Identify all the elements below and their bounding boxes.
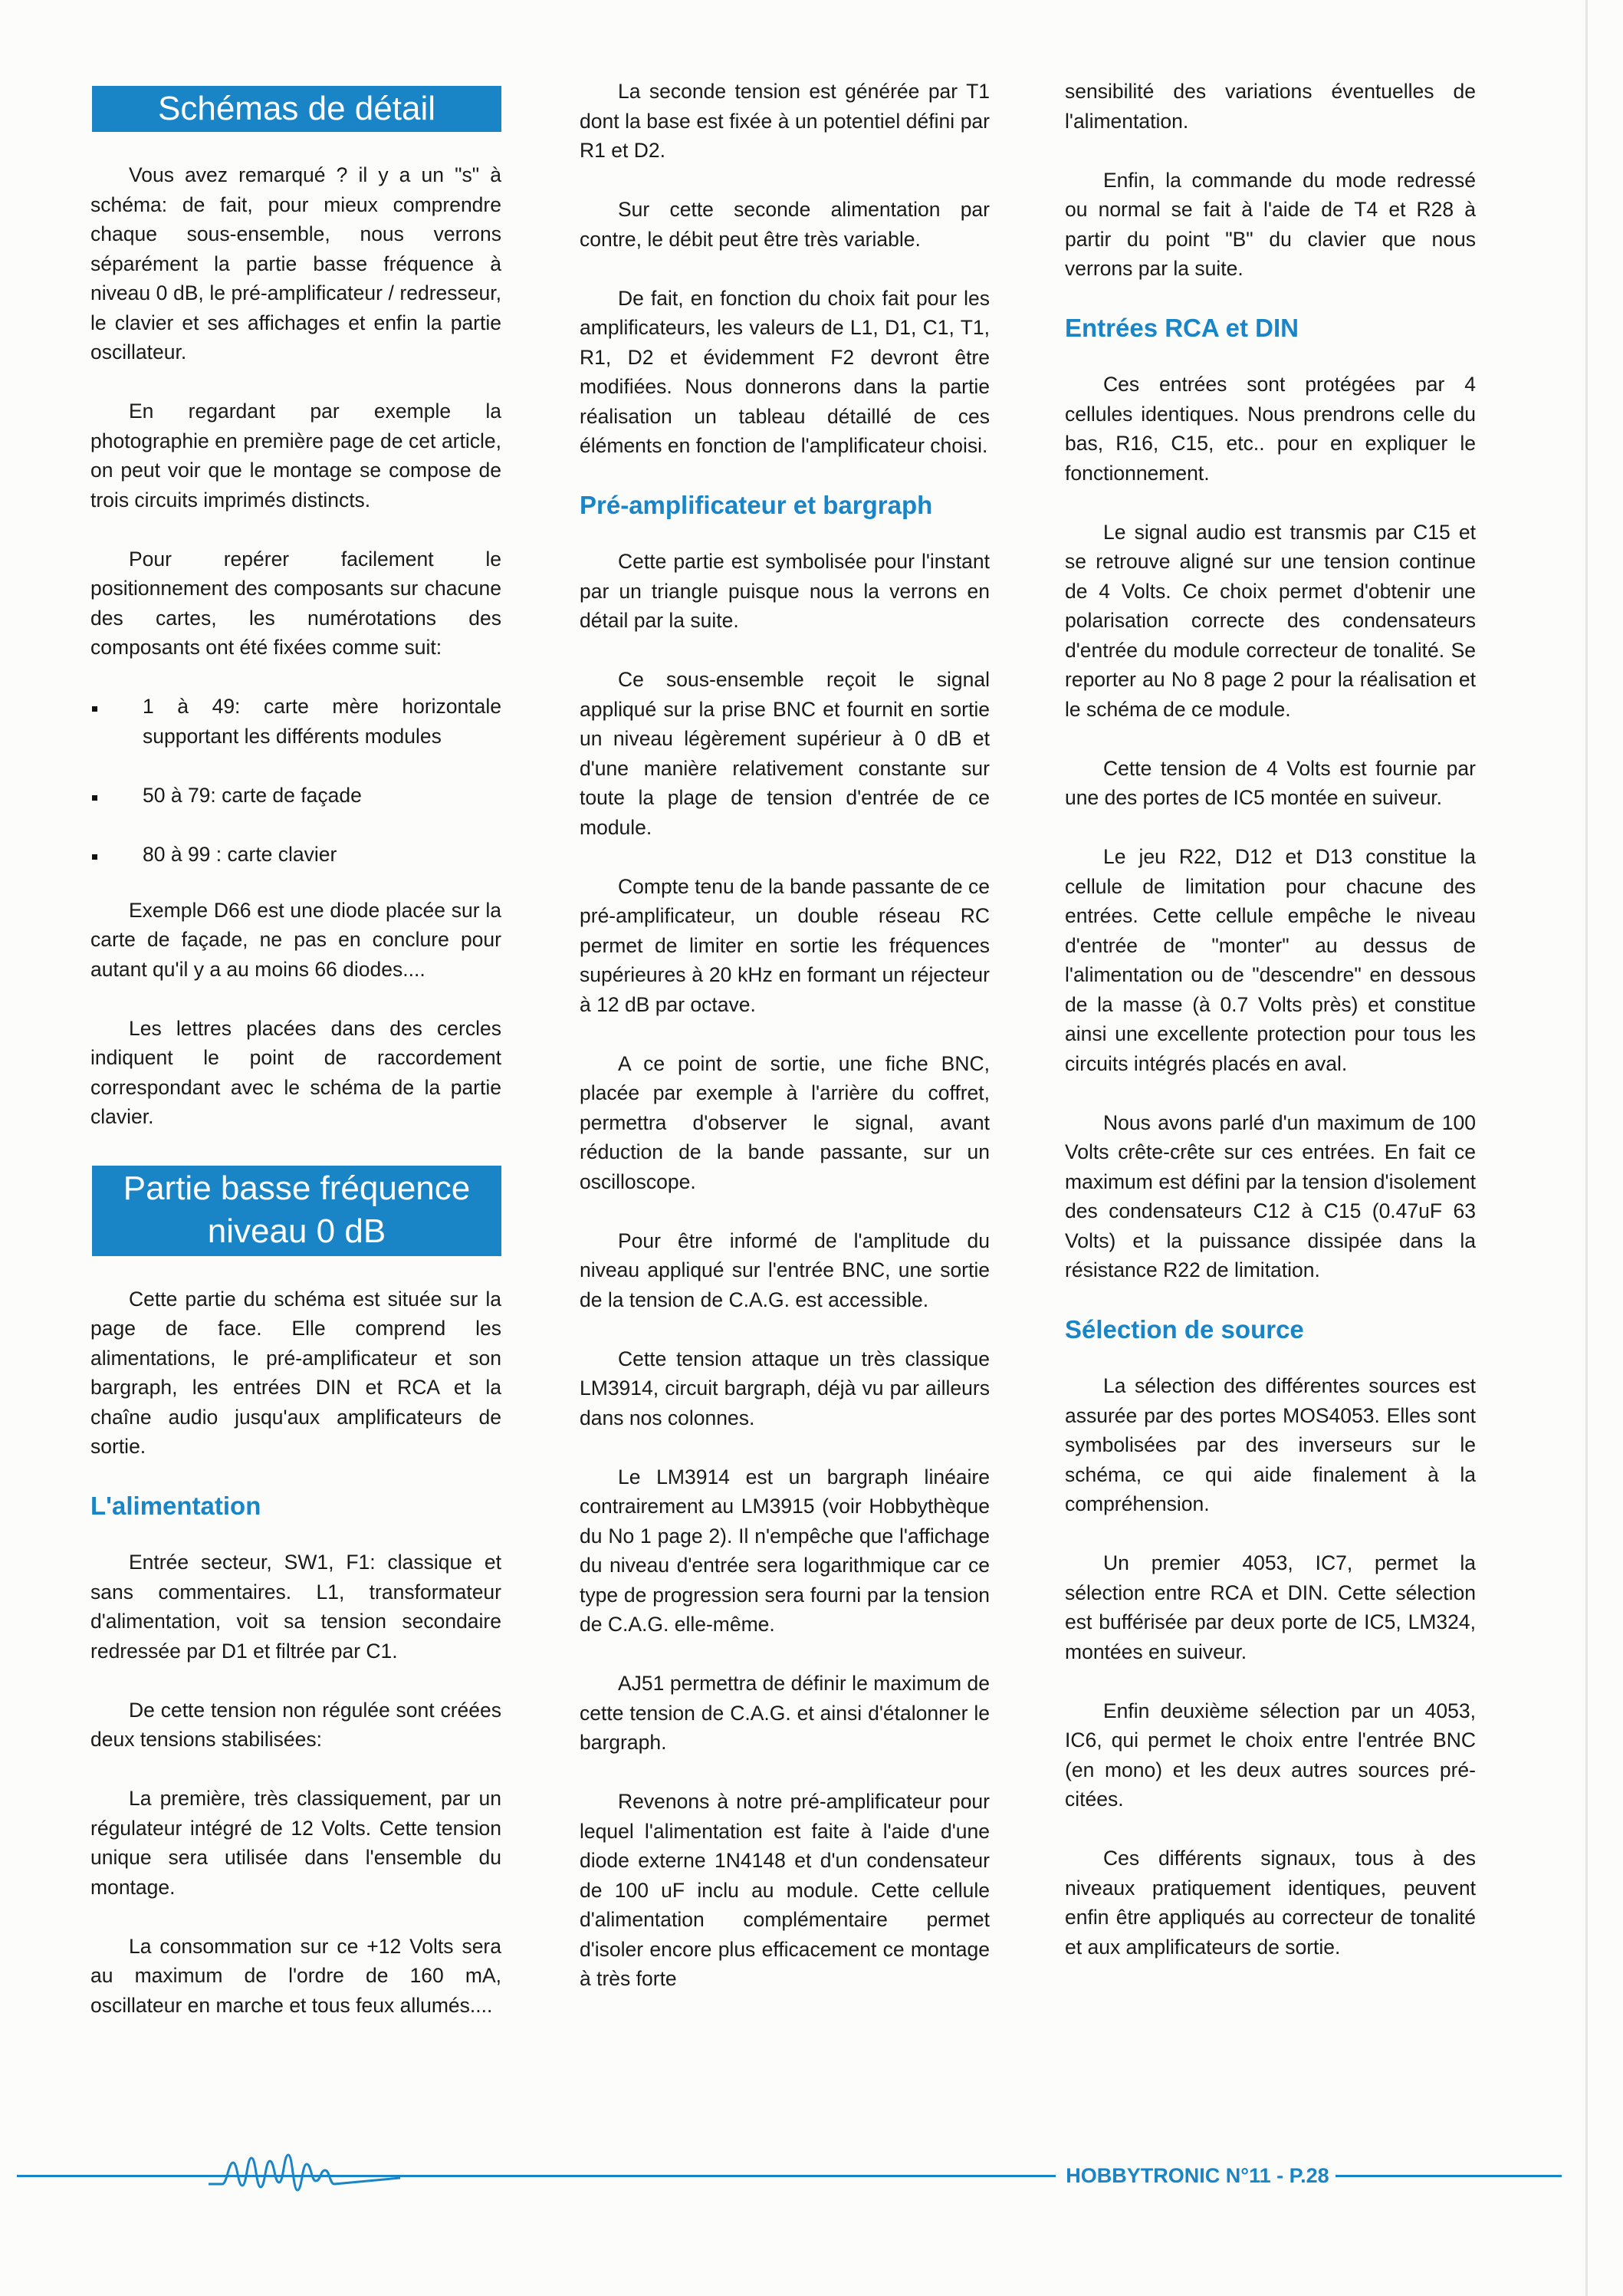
paragraph: Cette partie du schéma est située sur la page de face. Elle comprend les alimentations, le pré-amplificateur et son bargraph, les entrées DIN et RCA et la chaîne audio jusqu'aux amplificateurs de sortie. <box>90 1287 501 1458</box>
paragraph: Pour repérer facilement le positionnement des composants sur chacune des cartes, les numérotations des composants ont été fixées comme suit: <box>90 547 501 659</box>
paragraph: Revenons à notre pré-amplificateur pour lequel l'alimentation est faite à l'aide d'une diode externe 1N4148 et d'un condensateur de 100 uF inclu au module. Cette cellule d'alimentation complémentaire permet d'isoler encore plus efficacement ce montage à très forte <box>580 1790 990 1990</box>
section-title-line: Partie basse fréquence <box>123 1169 471 1207</box>
paragraph: Sur cette seconde alimentation par contre, le débit peut être très variable. <box>580 198 990 251</box>
subheading-entrees-rca-din: Entrées RCA et DIN <box>1065 314 1299 342</box>
paragraph: La consommation sur ce +12 Volts sera au maximum de l'ordre de 160 mA, oscillateur en marche et tous feux allumés.... <box>90 1934 501 2017</box>
column-2 <box>580 77 990 2023</box>
list-item: 50 à 79: carte de façade <box>90 781 501 811</box>
column-3 <box>1065 77 1476 1992</box>
section-title-basse-frequence <box>92 1166 501 1256</box>
subheading-alimentation: L'alimentation <box>90 1492 261 1520</box>
paragraph: Exemple D66 est une diode placée sur la carte de façade, ne pas en conclure pour autant qu'il y a au moins 66 diodes.... <box>90 898 501 981</box>
paragraph: Ces différents signaux, tous à des niveaux pratiquement identiques, peuvent enfin être appliqués au correcteur de tonalité et aux amplificateurs de sortie. <box>1065 1847 1476 1959</box>
paragraph: Enfin, la commande du mode redressé ou normal se fait à l'aide de T4 et R28 à partir du point "B" du clavier que nous verrons par la suite. <box>1065 168 1476 280</box>
paragraph: Ce sous-ensemble reçoit le signal appliqué sur la prise BNC et fournit en sortie un niveau légèrement supérieur à 0 dB et d'une manière relativement constante sur toute la plage de tension d'entrée de ce module. <box>580 668 990 839</box>
paragraph: Cette tension attaque un très classique LM3914, circuit bargraph, déjà vu par ailleurs dans nos colonnes. <box>580 1347 990 1429</box>
column-1 <box>90 77 501 2050</box>
paragraph: Le jeu R22, D12 et D13 constitue la cellule de limitation pour chacune des entrées. Cette cellule empêche le niveau d'entrée de "monter" au dessus de l'alimentation ou de "descendre" en dessous de la masse (à 0.7 Volts près) et constitue ainsi une excellente protection pour tous les circuits intégrés placés en aval. <box>1065 845 1476 1075</box>
paragraph: AJ51 permettra de définir le maximum de cette tension de C.A.G. et ainsi d'étalonner le bargraph. <box>580 1672 990 1754</box>
page-edge-divider <box>1585 0 1588 2296</box>
paragraph: Compte tenu de la bande passante de ce pré-amplificateur, un double réseau RC permet de limiter en sortie les fréquences supérieures à 20 kHz en formant un réjecteur à 12 dB par octave. <box>580 874 990 1016</box>
paragraph: La première, très classiquement, par un régulateur intégré de 12 Volts. Cette tension unique sera utilisée dans l'ensemble du montage. <box>90 1787 501 1899</box>
paragraph: Cette partie est symbolisée pour l'instant par un triangle puisque nous la verrons en détail par la suite. <box>580 550 990 632</box>
paragraph: Les lettres placées dans des cercles indiquent le point de raccordement correspondant avec le schéma de la partie clavier. <box>90 1016 501 1128</box>
paragraph: De cette tension non régulée sont créées deux tensions stabilisées: <box>90 1698 501 1751</box>
subheading-preampli-bargraph: Pré-amplificateur et bargraph <box>580 491 933 519</box>
subheading-selection-source: Sélection de source <box>1065 1315 1304 1344</box>
footer-page-label: HOBBYTRONIC N°11 - P.28 <box>1060 2163 1336 2189</box>
paragraph: Ces entrées sont protégées par 4 cellules identiques. Nous prendrons celle du bas, R16, C15, etc.. pour en expliquer le fonctionnement. <box>1065 373 1476 485</box>
paragraph: Nous avons parlé d'un maximum de 100 Volts crête-crête sur ces entrées. En fait ce maximum est défini par la tension d'isolement des condensateurs C12 à C15 (0.47uF 63 Volts) et la puissance dissipée dans la résistance R22 de limitation. <box>1065 1110 1476 1281</box>
list-item: 1 à 49: carte mère horizontale supportant les différents modules <box>90 692 501 751</box>
paragraph: Vous avez remarqué ? il y a un "s" à schéma: de fait, pour mieux comprendre chaque sous-ensemble, nous verrons séparément la partie basse fréquence à niveau 0 dB, le pré-amplificateur / redresseur, le clavier et ses affichages et enfin la partie oscillateur. <box>90 163 501 363</box>
paragraph: Enfin deuxième sélection par un 4053, IC6, qui permet le choix entre l'entrée BNC (en mono) et les deux autres sources pré-citées. <box>1065 1699 1476 1811</box>
list-item: 80 à 99 : carte clavier <box>90 840 501 870</box>
paragraph: De fait, en fonction du choix fait pour les amplificateurs, les valeurs de L1, D1, C1, T1, R1, D2 et évidemment F2 devront être modifiées. Nous donnerons dans la partie réalisation un tableau détaillé de ces éléments en fonction de l'amplificateur choisi. <box>580 286 990 457</box>
waveform-icon <box>209 2147 400 2201</box>
paragraph: A ce point de sortie, une fiche BNC, placée par exemple à l'arrière du coffret, permettra d'observer le signal, avant réduction de la bande passante, sur un oscilloscope. <box>580 1051 990 1193</box>
paragraph: En regardant par exemple la photographie en première page de cet article, on peut voir que le montage se compose de trois circuits imprimés distincts. <box>90 400 501 512</box>
paragraph: sensibilité des variations éventuelles de l'alimentation. <box>1065 80 1476 133</box>
paragraph: Le signal audio est transmis par C15 et se retrouve aligné sur une tension continue de 4 Volts. Ce choix permet d'obtenir une polarisation correcte des condensateurs d'entrée du module correcteur de tonalité. Se reporter au No 8 page 2 pour la réalisation et le schéma de ce module. <box>1065 520 1476 721</box>
paragraph: Le LM3914 est un bargraph linéaire contrairement au LM3915 (voir Hobbythèque du No 1 page 2). Il n'empêche que l'affichage du niveau d'entrée sera logarithmique car ce type de progression sera fourni par la tension de C.A.G. elle-même. <box>580 1465 990 1636</box>
paragraph: Pour être informé de l'amplitude du niveau appliqué sur l'entrée BNC, une sortie de la tension de C.A.G. est accessible. <box>580 1229 990 1311</box>
section-title-schemas: Schémas de détail <box>92 86 501 132</box>
paragraph: La sélection des différentes sources est assurée par des portes MOS4053. Elles sont symbolisées par des inverseurs sur le schéma, ce qui aide finalement à la compréhension. <box>1065 1374 1476 1515</box>
paragraph: La seconde tension est générée par T1 dont la base est fixée à un potentiel défini par R1 et D2. <box>580 80 990 162</box>
paragraph: Entrée secteur, SW1, F1: classique et sans commentaires. L1, transformateur d'alimentation, voit sa tension secondaire redressée par D1 et filtrée par C1. <box>90 1551 501 1663</box>
paragraph: Cette tension de 4 Volts est fournie par une des portes de IC5 montée en suiveur. <box>1065 756 1476 809</box>
footer-rule-left <box>17 2175 1056 2177</box>
footer-rule-right <box>1336 2175 1562 2177</box>
paragraph: Un premier 4053, IC7, permet la sélection entre RCA et DIN. Cette sélection est bufférisée par deux porte de IC5, LM324, montées en suiveur. <box>1065 1551 1476 1663</box>
section-title-line: niveau 0 dB <box>207 1212 386 1250</box>
component-numbering-list <box>90 692 501 869</box>
page-footer <box>17 2147 1550 2201</box>
